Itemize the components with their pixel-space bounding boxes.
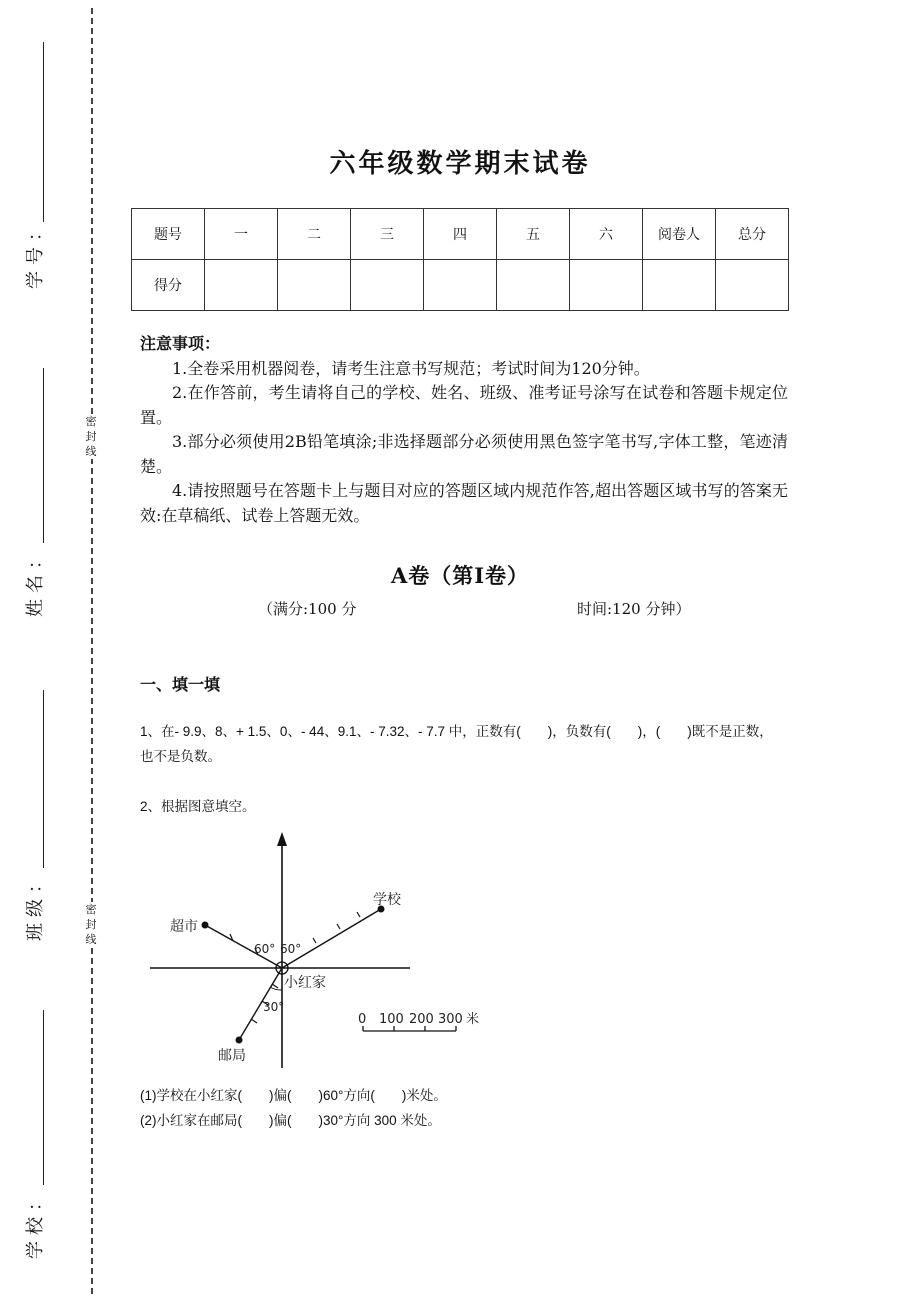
header-cell: 六 [570, 209, 643, 260]
scale-tick-300: 300 [438, 1012, 463, 1027]
class-line [43, 690, 44, 868]
notes-section [140, 332, 788, 528]
score-table [131, 208, 789, 311]
student-id-label: 学号： [25, 217, 46, 289]
section-a-title: A卷（第Ⅰ卷） [390, 563, 530, 588]
question-2-part-2: (2)小红家在邮局( )偏( )30°方向 300 米处。 [140, 1113, 441, 1128]
angle-left-label: 60° [254, 942, 276, 956]
score-row-label: 得分 [132, 260, 205, 311]
post-office-point [236, 1037, 243, 1044]
question-1: 1、在- 9.9、8、+ 1.5、0、- 44、9.1、- 7.32、- 7.7 中，正数有( )，负数有( )，( )既不是正数，也不是负数。 [140, 724, 773, 764]
north-arrow-icon [277, 832, 287, 846]
school-line [43, 1010, 44, 1185]
supermarket-point [202, 922, 209, 929]
seal-line-mark-top: 密 封 线 [83, 414, 99, 459]
scale-tick-200: 200 [409, 1012, 434, 1027]
full-marks-text: （满分:100 分 [258, 600, 357, 618]
question-2-part-1: (1)学校在小红家( )偏( )60°方向( )米处。 [140, 1088, 447, 1103]
header-cell: 二 [278, 209, 351, 260]
binding-dashed-line [91, 8, 93, 1294]
scale-tick-0: 0 [358, 1012, 367, 1027]
header-cell: 一 [205, 209, 278, 260]
note-item: 3.部分必须使用2B铅笔填涂;非选择题部分必须使用黑色签字笔书写,字体工整，笔迹清楚。 [140, 432, 788, 476]
note-item: 1.全卷采用机器阅卷，请考生注意书写规范；考试时间为120分钟。 [172, 358, 650, 378]
school-label: 学校 [373, 892, 401, 908]
scale-unit: 米 [466, 1012, 480, 1027]
header-cell: 三 [351, 209, 424, 260]
score-cell [205, 260, 278, 311]
note-item: 2.在作答前，考生请将自己的学校、姓名、班级、准考证号涂写在试卷和答题卡规定位置。 [140, 383, 788, 427]
direction-diagram [140, 828, 500, 1073]
header-cell: 四 [424, 209, 497, 260]
ray-to-school [282, 909, 381, 968]
header-cell: 阅卷人 [643, 209, 716, 260]
scale-tick-100: 100 [379, 1012, 404, 1027]
name-label: 姓名： [25, 545, 46, 617]
score-cell [351, 260, 424, 311]
score-cell [497, 260, 570, 311]
angle-right-label: 60° [280, 942, 302, 956]
question-2: 2、根据图意填空。 [140, 799, 256, 814]
header-cell: 五 [497, 209, 570, 260]
school-label: 学校： [25, 1187, 46, 1259]
score-cell [570, 260, 643, 311]
home-label: 小红家 [284, 975, 326, 991]
header-cell: 总分 [716, 209, 789, 260]
notes-heading: 注意事项： [140, 334, 221, 353]
supermarket-label: 超市 [170, 919, 198, 935]
name-line [43, 368, 44, 543]
seal-line-mark-bottom: 密 封 线 [83, 902, 99, 947]
class-label: 班级： [25, 869, 46, 941]
score-cell [716, 260, 789, 311]
score-table-header-row [132, 209, 789, 260]
score-cell [424, 260, 497, 311]
student-id-line [43, 42, 44, 222]
exam-title: 六年级数学期末试卷 [329, 149, 591, 179]
bottom-angle-arc [270, 987, 282, 990]
score-table-score-row [132, 260, 789, 311]
score-cell [278, 260, 351, 311]
score-cell [643, 260, 716, 311]
header-cell: 题号 [132, 209, 205, 260]
angle-bottom-label: 30° [263, 1000, 285, 1014]
time-limit-text: 时间:120 分钟） [577, 600, 691, 618]
note-item: 4.请按照题号在答题卡上与题目对应的答题区域内规范作答,超出答题区域书写的答案无效:在草稿纸、试卷上答题无效。 [140, 481, 788, 525]
post-office-label: 邮局 [218, 1048, 246, 1064]
part-one-title: 一、填一填 [140, 675, 221, 694]
